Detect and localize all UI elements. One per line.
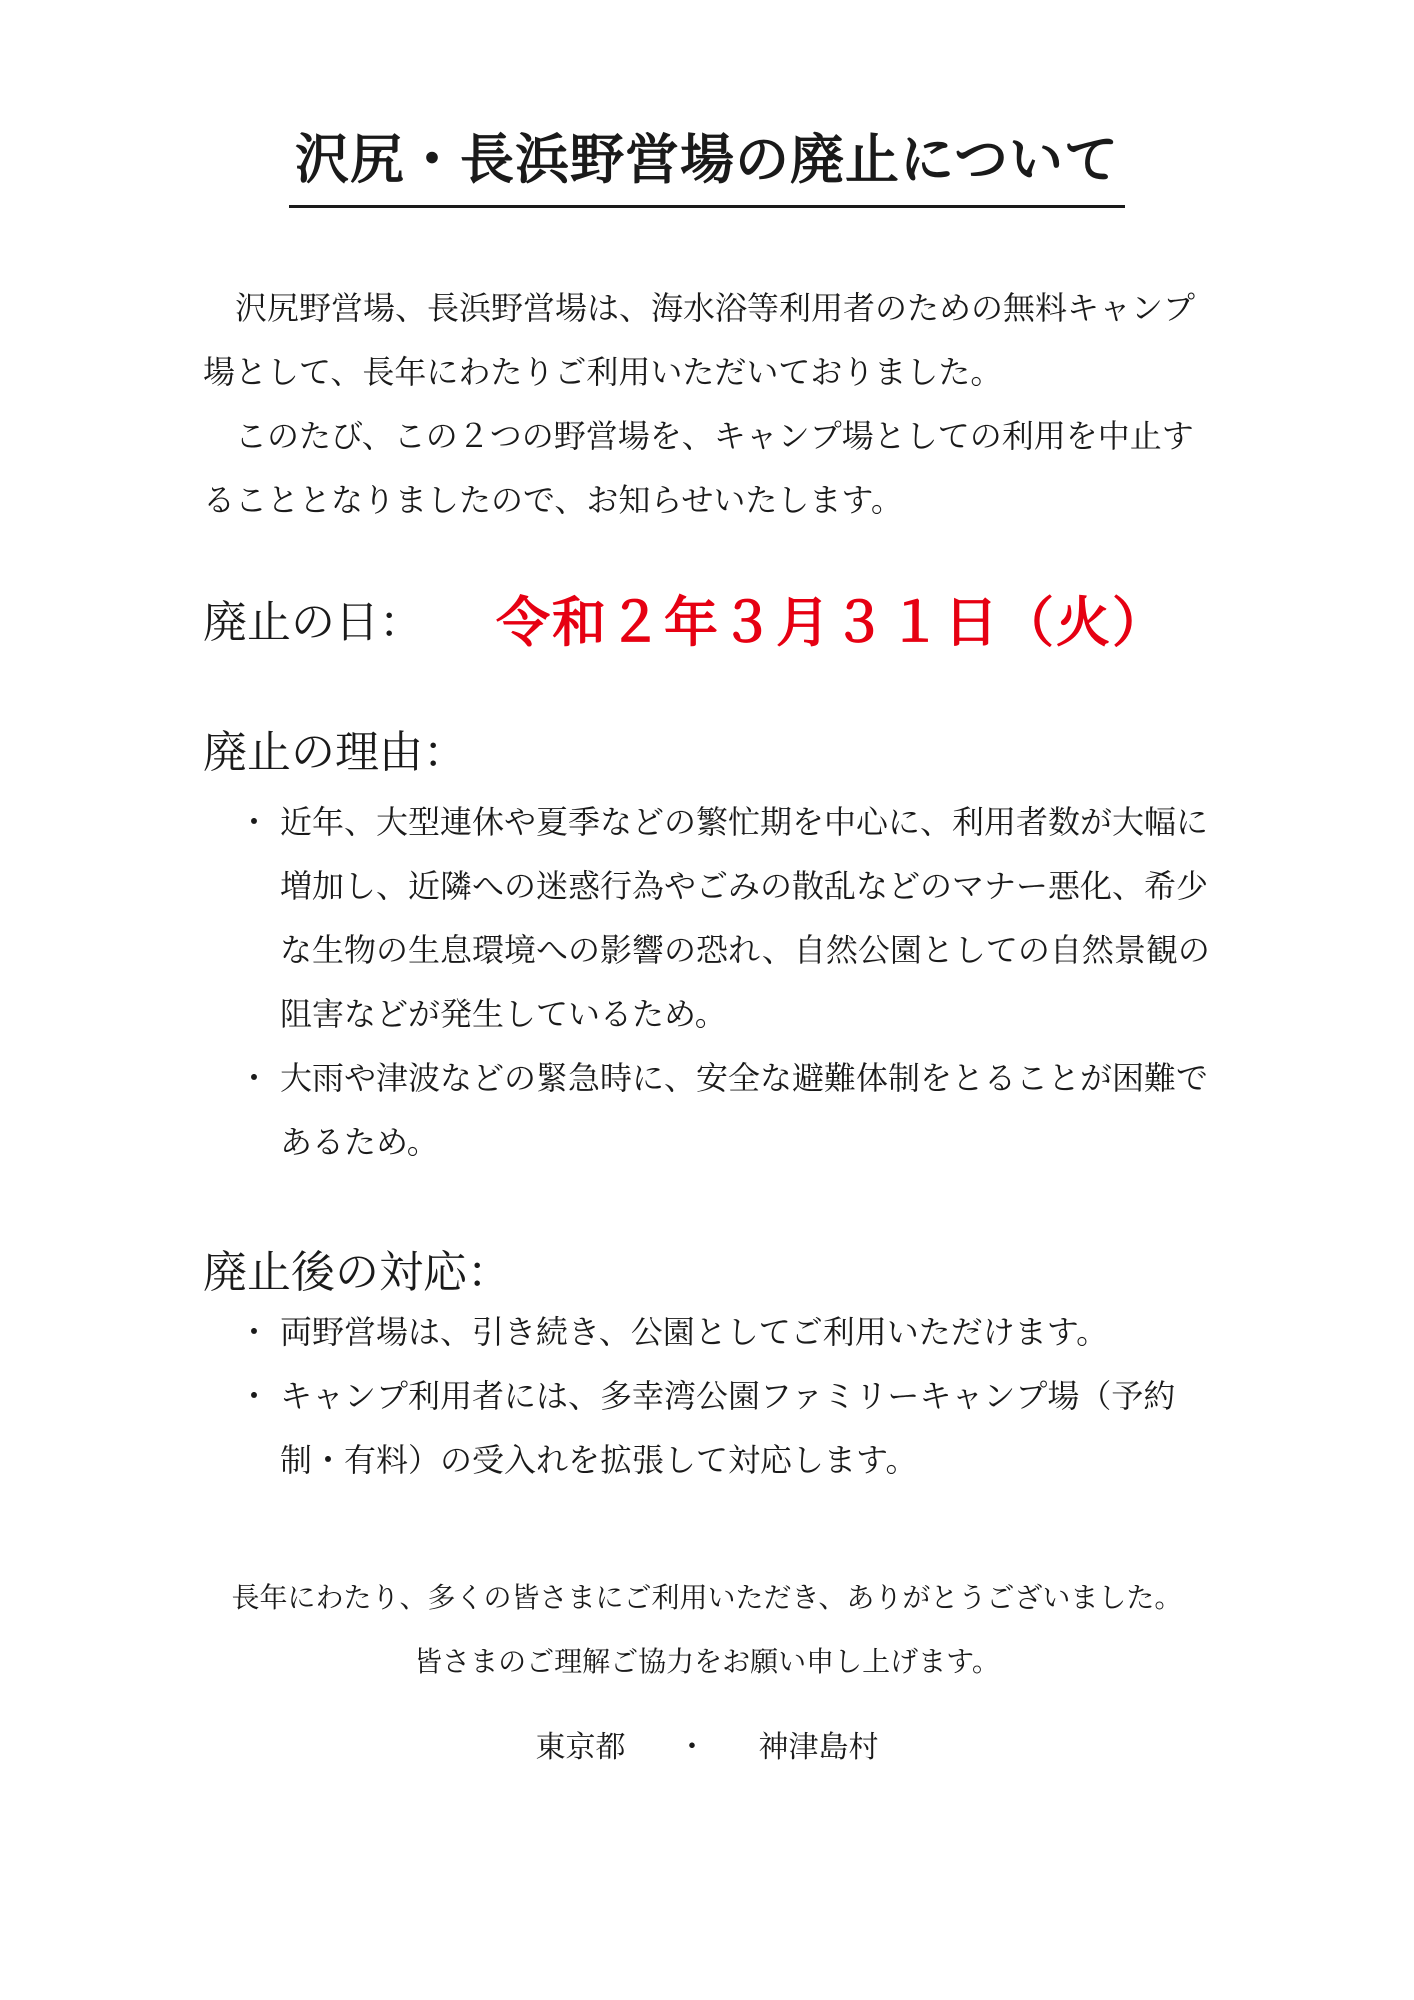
measure-item bbox=[238, 1364, 1218, 1492]
signature-separator: ・ bbox=[677, 1730, 707, 1765]
reason-text: 大雨や津波などの緊急時に、安全な避難体制をとることが困難であるため。 bbox=[280, 1059, 1209, 1161]
bullet-mark: ・ bbox=[238, 1059, 271, 1097]
reasons-heading: 廃止の理由： bbox=[203, 727, 467, 778]
reason-text: 近年、大型連休や夏季などの繁忙期を中心に、利用者数が大幅に増加し、近隣への迷惑行為やごみの散乱などのマナー悪化、希少な生物の生息環境への影響の恐れ、自然公園としての自然景観の阻害などが発生しているため。 bbox=[280, 803, 1210, 1033]
intro-paragraph: このたび、この２つの野営場を、キャンプ場としての利用を中止することとなりましたので、お知らせいたします。 bbox=[203, 417, 1194, 519]
measure-item bbox=[238, 1300, 1218, 1364]
closing-date-label: 廃止の日： bbox=[203, 597, 423, 648]
signature-org: 東京都 bbox=[535, 1730, 626, 1765]
closing-line: 皆さまのご理解ご協力をお願い申し上げます。 bbox=[414, 1645, 1000, 1678]
bullet-mark: ・ bbox=[238, 1377, 271, 1415]
measure-text: キャンプ利用者には、多幸湾公園ファミリーキャンプ場（予約制・有料）の受入れを拡張して対応します。 bbox=[280, 1377, 1176, 1479]
intro-paragraph: 沢尻野営場、長浜野営場は、海水浴等利用者のための無料キャンプ場として、長年にわたりご利用いただいておりました。 bbox=[203, 289, 1196, 391]
reasons-list bbox=[238, 790, 1218, 1174]
bullet-mark: ・ bbox=[238, 1313, 271, 1351]
notice-title: 沢尻・長浜野営場の廃止について bbox=[289, 128, 1125, 208]
signature-org: 神津島村 bbox=[758, 1730, 879, 1765]
closing-date-row bbox=[203, 580, 1213, 654]
title-container bbox=[0, 128, 1414, 208]
bullet-mark: ・ bbox=[238, 803, 271, 841]
closing-date-value: 令和２年３月３１日（火） bbox=[496, 591, 1168, 654]
intro-text bbox=[203, 276, 1213, 532]
closing-line: 長年にわたり、多くの皆さまにご利用いただき、ありがとうございました。 bbox=[231, 1581, 1183, 1614]
signature bbox=[0, 1722, 1414, 1766]
measure-text: 両野営場は、引き続き、公園としてご利用いただけます。 bbox=[280, 1313, 1109, 1351]
measures-list bbox=[238, 1300, 1218, 1492]
reason-item bbox=[238, 1046, 1218, 1174]
measures-heading: 廃止後の対応： bbox=[203, 1247, 511, 1298]
reason-item bbox=[238, 790, 1218, 1046]
